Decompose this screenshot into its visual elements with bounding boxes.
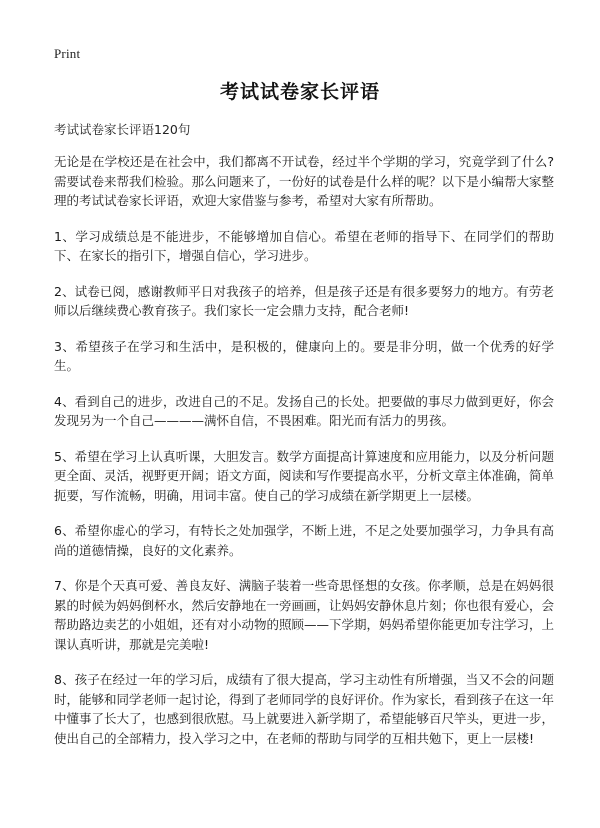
comment-paragraph: 1、学习成绩总是不能进步，不能够增加自信心。希望在老师的指导下、在同学们的帮助下、在家长的指引下，增强自信心，学习进步。	[54, 228, 554, 263]
intro-paragraph: 无论是在学校还是在社会中，我们都离不开试卷，经过半个学期的学习，究竟学到了什么?需要试卷来帮我们检验。那么问题来了，一份好的试卷是什么样的呢？以下是小编帮大家整理的考试试卷家长评语，欢迎大家借鉴与参考，希望对大家有所帮助。	[54, 154, 555, 208]
comment-paragraph: 4、看到自己的进步，改进自己的不足。发扬自己的长处。把要做的事尽力做到更好，你会发现另为一个自己————满怀自信，不畏困难。阳光而有活力的男孩。	[54, 393, 554, 428]
document-body	[54, 152, 554, 764]
document-subtitle: 考试试卷家长评语120句	[54, 122, 191, 137]
page-title: 考试试卷家长评语	[219, 81, 380, 103]
comment-paragraph: 7、你是个天真可爱、善良友好、满脑子装着一些奇思怪想的女孩。你孝顺，总是在妈妈很累的时候为妈妈倒杯水，然后安静地在一旁画画，让妈妈安静休息片刻；你也很有爱心，会帮助路边卖艺的小姐姐，还有对小动物的照顾——下学期，妈妈希望你能更加专注学习，上课认真听讲，那就是完美啦!	[54, 578, 555, 652]
comment-paragraph: 3、希望孩子在学习和生活中，是积极的，健康向上的。要是非分明，做一个优秀的好学生。	[54, 338, 554, 373]
comment-paragraph: 8、孩子在经过一年的学习后，成绩有了很大提高，学习主动性有所增强，当又不会的问题时，能够和同学老师一起讨论，得到了老师同学的良好评价。作为家长，看到孩子在这一年中懂事了长大了，也感到很欣慰。马上就要进入新学期了，希望能够百尺竿头，更进一步，使出自己的全部精力，投入学习之中，在老师的帮助与同学的互相共勉下，更上一层楼!	[54, 672, 555, 746]
comment-paragraph: 6、希望你虚心的学习，有特长之处加强学，不断上进，不足之处要加强学习，力争具有高尚的道德情操，良好的文化素养。	[54, 523, 554, 558]
comment-paragraph: 5、希望在学习上认真听课，大胆发言。数学方面提高计算速度和应用能力，以及分析问题更全面、灵活，视野更开阔；语文方面，阅读和写作要提高水平，分析文章主体准确，简单扼要，写作流畅，明确，用词丰富。使自己的学习成绩在新学期更上一层楼。	[54, 448, 555, 503]
print-label: Print	[54, 46, 81, 61]
comment-paragraph: 2、试卷已阅，感谢教师平日对我孩子的培养，但是孩子还是有很多要努力的地方。有劳老师以后继续费心教育孩子。我们家长一定会鼎力支持，配合老师!	[54, 283, 554, 318]
